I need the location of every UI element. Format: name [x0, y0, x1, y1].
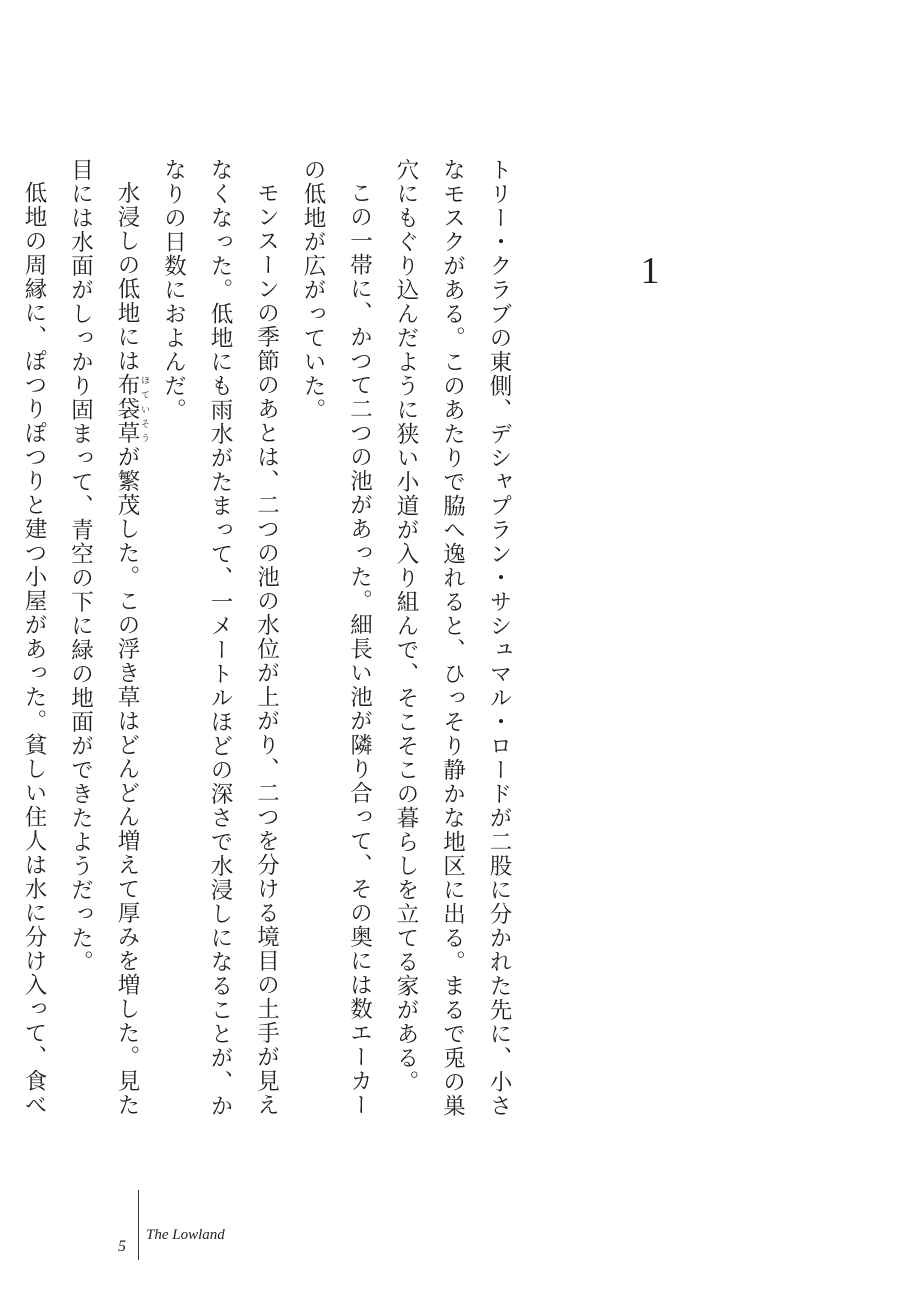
paragraph [290, 158, 383, 1118]
text-run: トリー・クラブの東側、デシャプラン・サシュマル・ロードが二股に分かれた先に、小さなモスクがある。このあたりで脇へ逸れると、ひっそり静かな地区に出る。まるで兎の巣穴にもぐり込んだように狭い小道が入り組んで、そこそこの暮らしを立てる家がある。 [393, 158, 512, 1118]
page-number: 5 [118, 1238, 126, 1255]
paragraph [0, 158, 57, 1118]
text-run: が繁茂した。この浮き草はどんどん増えて厚みを増した。見た目には水面がしっかり固まって、青空の下に緑の地面ができたようだった。 [67, 158, 140, 1117]
text-run: 水浸しの低地には [114, 180, 140, 373]
ruby-annotation [114, 372, 149, 445]
paragraph [150, 158, 290, 1118]
paragraph [383, 158, 523, 1118]
text-run: この一帯に、かつて二つの池があった。細長い池が隣り合って、その奥には数エーカーの低地が広がっていた。 [300, 158, 373, 1117]
ruby-base: 布袋草 [114, 372, 140, 445]
paragraph [57, 158, 150, 1118]
ruby-reading: ほていそう [139, 372, 149, 445]
chapter-number: 1 [640, 250, 660, 292]
body-text [0, 158, 522, 1118]
running-title: The Lowland [146, 1227, 225, 1243]
text-run: 低地の周縁に、ぽつりぽつりと建つ小屋があった。貧しい住人は水に分け入って、食べ [21, 180, 47, 1117]
folio-divider [138, 1190, 139, 1260]
text-run: モンスーンの季節のあとは、二つの池の水位が上がり、二つを分ける境目の土手が見えなくなった。低地にも雨水がたまって、一メートルほどの深さで水浸しになることが、かなりの日数におよんだ。 [160, 158, 280, 1118]
